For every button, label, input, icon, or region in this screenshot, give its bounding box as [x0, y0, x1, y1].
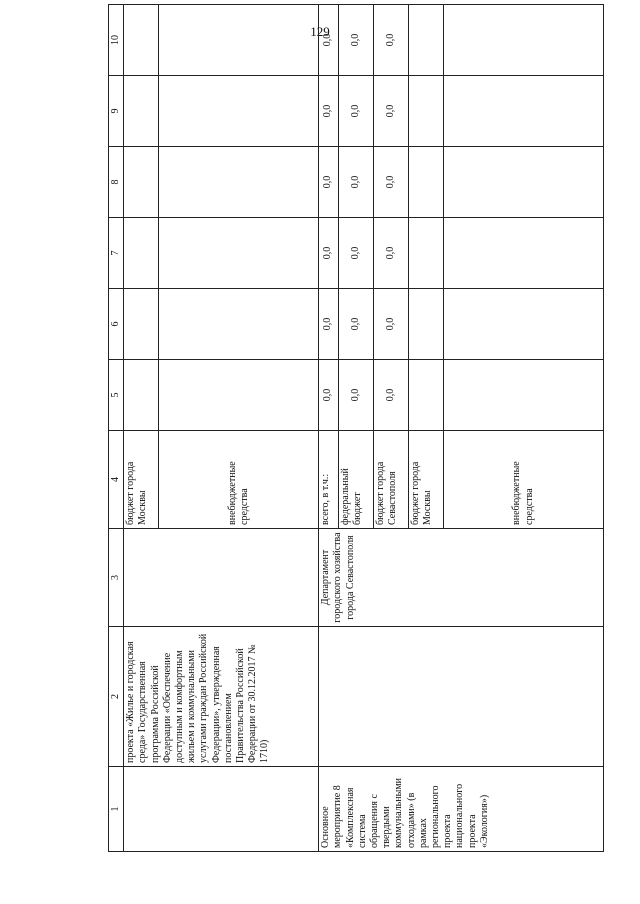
col-number: 5: [109, 360, 124, 431]
value-cell: [444, 147, 604, 218]
funding-source: всего, в т.ч.:: [319, 431, 338, 529]
value-cell: 0,0: [338, 289, 373, 360]
value-cell: [444, 76, 604, 147]
value-cell: [408, 147, 443, 218]
cell: [159, 289, 319, 360]
col-number: 1: [109, 767, 124, 852]
rotated-table-wrapper: [108, 33, 604, 852]
value-cell: 0,0: [319, 360, 338, 431]
cell: [124, 147, 159, 218]
value-cell: [444, 218, 604, 289]
col-number: 9: [109, 76, 124, 147]
value-cell: 0,0: [338, 218, 373, 289]
funding-source: бюджет города Севастополя: [373, 431, 408, 529]
col-number: 4: [109, 431, 124, 529]
cell: [124, 360, 159, 431]
cell: [124, 529, 319, 627]
budget-table: [108, 4, 604, 852]
value-cell: [408, 218, 443, 289]
column-number-row: [109, 5, 124, 852]
funding-source: внебюджетные средства: [444, 431, 604, 529]
activity-title: Основное мероприятие 8 «Комплексная система обращения с твердыми коммунальными отходами» (в рамках регионального проекта национального проекта «Экология»): [319, 767, 604, 852]
value-cell: 0,0: [373, 218, 408, 289]
value-cell: 0,0: [319, 289, 338, 360]
cell: [124, 289, 159, 360]
value-cell: [408, 76, 443, 147]
col-number: 8: [109, 147, 124, 218]
value-cell: 0,0: [373, 289, 408, 360]
value-cell: [408, 5, 443, 76]
value-cell: 0,0: [338, 5, 373, 76]
col-number: 10: [109, 5, 124, 76]
col-number: 3: [109, 529, 124, 627]
cell: [159, 5, 319, 76]
col-number: 2: [109, 627, 124, 767]
value-cell: 0,0: [338, 76, 373, 147]
program-description: проекта «Жилье и городская среда» Государственная программа Российской Федерации «Обеспечение доступным и комфортным жильем и коммунальными услугами граждан Российской Федерации», утвержденная постановлением Правительства Российской Федерации от 30.12.2017 № 1710): [124, 627, 319, 767]
funding-source: бюджет города Москвы: [408, 431, 443, 529]
value-cell: 0,0: [373, 76, 408, 147]
cell: [159, 218, 319, 289]
cell: [124, 767, 319, 852]
page-number: 129: [310, 24, 330, 39]
cell: [319, 627, 604, 767]
funding-source: бюджет города Москвы: [124, 431, 159, 529]
value-cell: [444, 5, 604, 76]
cell: [124, 218, 159, 289]
col-number: 6: [109, 289, 124, 360]
value-cell: 0,0: [338, 147, 373, 218]
value-cell: 0,0: [319, 76, 338, 147]
table-row: [124, 5, 159, 852]
cell: [159, 360, 319, 431]
value-cell: [408, 289, 443, 360]
table-row: [319, 5, 338, 852]
value-cell: [444, 289, 604, 360]
cell: [159, 147, 319, 218]
col-number: 7: [109, 218, 124, 289]
value-cell: 0,0: [319, 5, 338, 76]
value-cell: 0,0: [373, 5, 408, 76]
funding-source: внебюджетные средства: [159, 431, 319, 529]
value-cell: 0,0: [319, 147, 338, 218]
value-cell: [408, 360, 443, 431]
cell: [159, 76, 319, 147]
value-cell: 0,0: [338, 360, 373, 431]
cell: [124, 5, 159, 76]
responsible-department: Департамент городского хозяйства города Севастополя: [319, 529, 604, 627]
funding-source: федеральный бюджет: [338, 431, 373, 529]
cell: [124, 76, 159, 147]
value-cell: 0,0: [373, 360, 408, 431]
value-cell: [444, 360, 604, 431]
value-cell: 0,0: [373, 147, 408, 218]
value-cell: 0,0: [319, 218, 338, 289]
